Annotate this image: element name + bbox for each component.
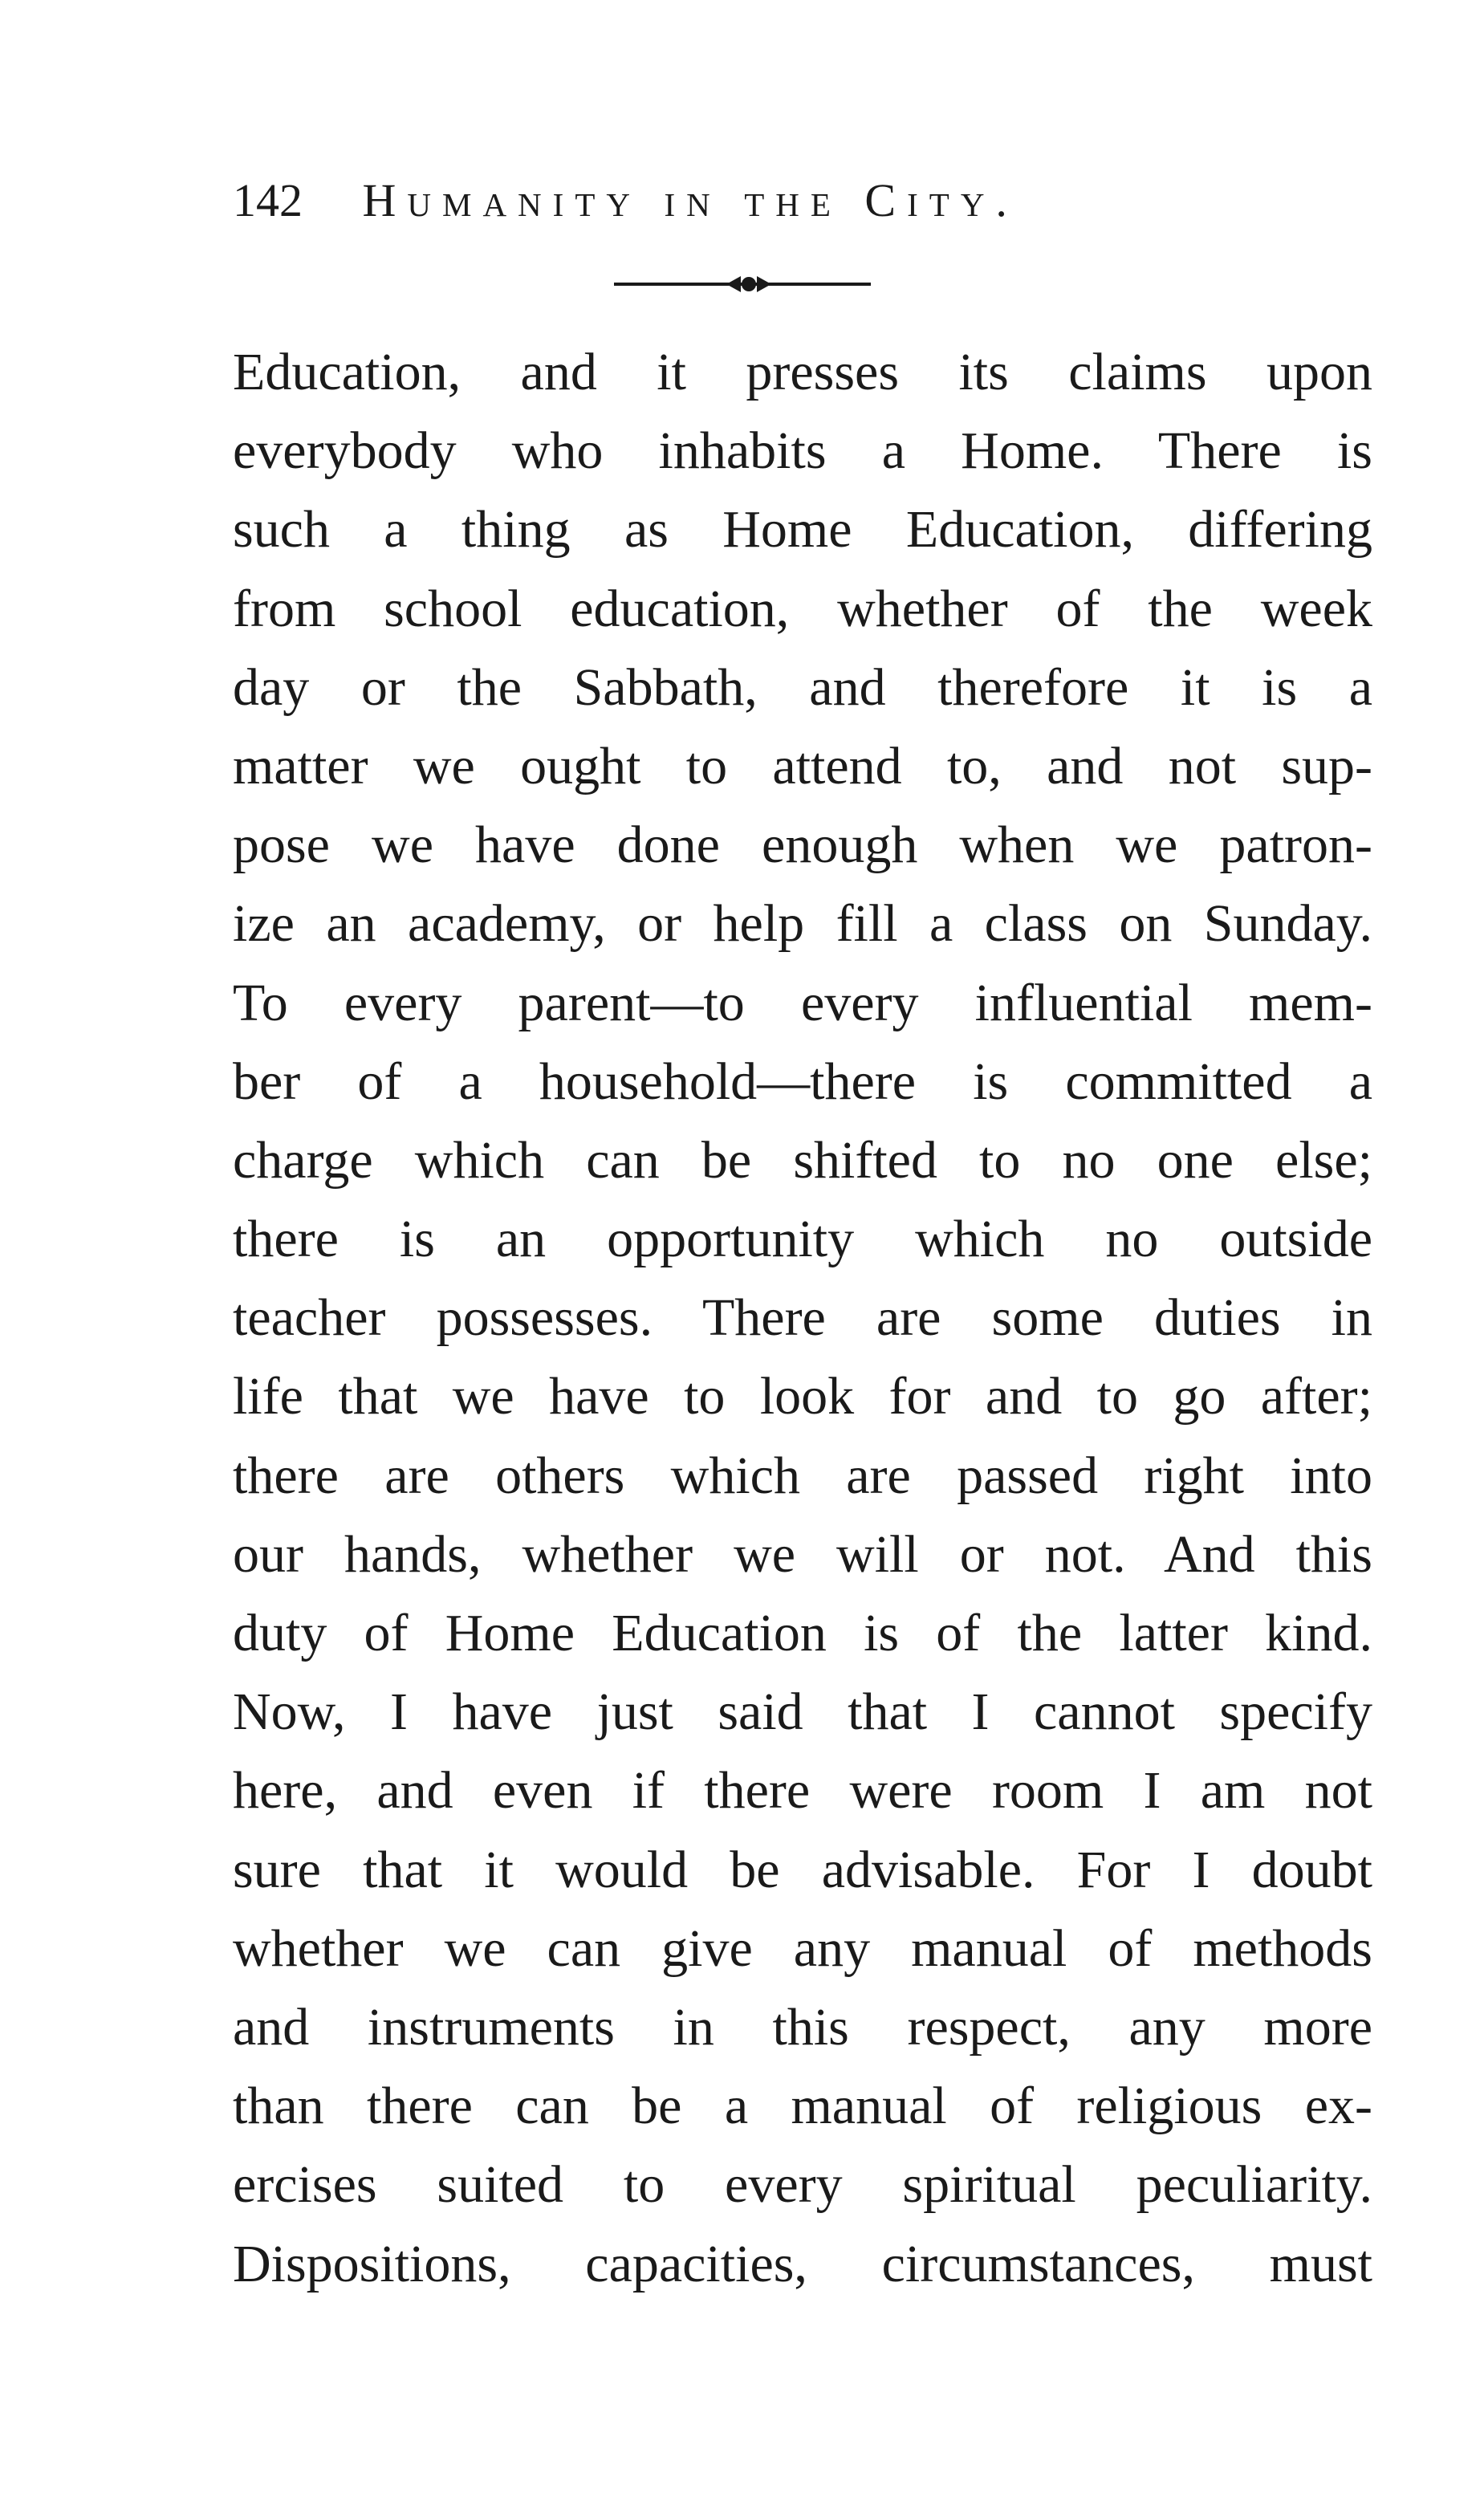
text-line: ber of a household—there is committed a [233,1052,1372,1111]
text-line: charge which can be shifted to no one else; [233,1130,1372,1190]
text-line: there is an opportunity which no outside [233,1210,1372,1269]
running-head [233,165,1260,237]
text-line: whether we can give any manual of methods [233,1918,1372,1978]
text-line: Education, and it presses its claims upon [233,343,1372,401]
text-line: sure that it would be advisable. For I doubt [233,1840,1372,1899]
text-line: there are others which are passed right into [233,1446,1372,1505]
text-line: matter we ought to attend to, and not sup- [233,736,1372,795]
text-line: life that we have to look for and to go after; [233,1367,1372,1426]
body-text [233,333,1372,2304]
ornament-rule-icon [614,268,871,300]
text-line: teacher possesses. There are some duties in [233,1288,1372,1348]
text-line: here, and even if there were room I am not [233,1761,1372,1821]
text-line: such a thing as Home Education, differing [233,500,1372,559]
text-line: day or the Sabbath, and therefore it is a [233,657,1372,717]
text-line: from school education, whether of the week [233,579,1372,638]
text-line: Now, I have just said that I cannot specify [233,1682,1372,1742]
text-line: ize an academy, or help fill a class on Sunday. [233,894,1372,954]
text-line: everybody who inhabits a Home. There is [233,421,1372,481]
text-line: and instruments in this respect, any more [233,1997,1372,2057]
text-line: than there can be a manual of religious ex- [233,2077,1372,2136]
text-line: To every parent—to every influential mem- [233,973,1372,1032]
text-line: ercises suited to every spiritual peculiarity. [233,2155,1372,2215]
text-line: duty of Home Education is of the latter kind. [233,1604,1372,1662]
text-line: Dispositions, capacities, circumstances, must [233,2234,1372,2293]
page-number: 142 [233,174,303,226]
running-title: Humanity in the City. [362,174,1018,226]
text-line: our hands, whether we will or not. And this [233,1524,1372,1584]
text-line: pose we have done enough when we patron- [233,816,1372,875]
